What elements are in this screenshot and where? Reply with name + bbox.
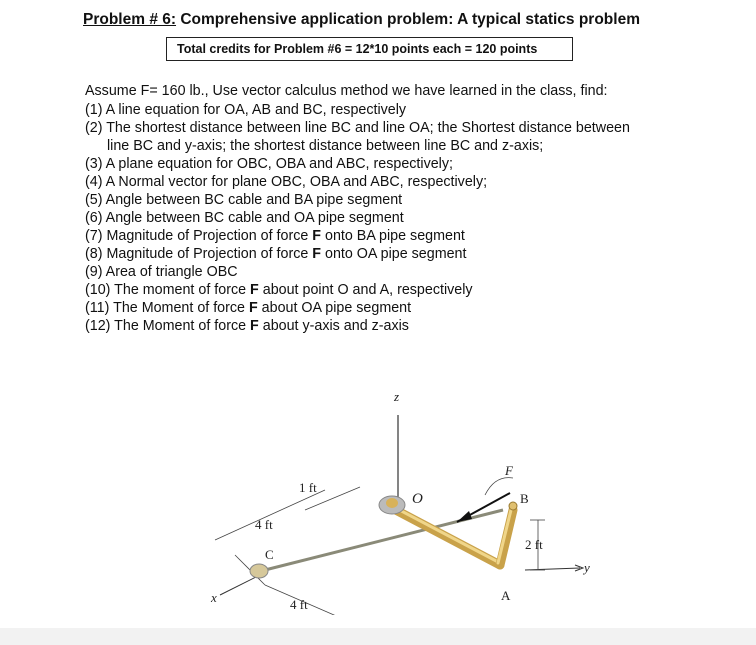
question-item: (7) Magnitude of Projection of force F onto BA pipe segment: [85, 228, 465, 244]
question-list: [85, 101, 630, 335]
pipe-assembly-diagram: [195, 375, 595, 615]
problem-heading: Comprehensive application problem: A typical statics problem: [176, 11, 640, 28]
question-item: (10) The moment of force F about point O and A, respectively: [85, 282, 473, 298]
dimension-4ft-side-label: 4 ft: [255, 517, 273, 532]
point-a-label: A: [501, 588, 511, 603]
question-item: (5) Angle between BC cable and BA pipe segment: [85, 192, 403, 208]
question-item: (8) Magnitude of Projection of force F onto OA pipe segment: [85, 246, 467, 262]
question-item: (12) The Moment of force F about y-axis and z-axis: [85, 318, 409, 334]
z-axis-label: z: [394, 389, 400, 404]
question-item: (4) A Normal vector for plane OBC, OBA and ABC, respectively;: [85, 174, 488, 190]
statics-figure: [195, 375, 595, 615]
point-b-label: B: [520, 491, 529, 506]
question-item: (6) Angle between BC cable and OA pipe segment: [85, 210, 404, 226]
question-item: (11) The Moment of force F about OA pipe segment: [85, 300, 412, 316]
credits-box: Total credits for Problem #6 = 12*10 points each = 120 points: [166, 37, 573, 61]
question-item: (3) A plane equation for OBC, OBA and ABC, respectively;: [85, 156, 453, 172]
x-axis-label: x: [211, 590, 217, 605]
dimension-1ft-label: 1 ft: [299, 480, 317, 495]
problem-number: Problem # 6:: [83, 11, 177, 28]
dimension-4ft-bottom-label: 4 ft: [290, 597, 308, 612]
point-o-label: O: [412, 491, 423, 507]
dim-line-4ft-bottom: [265, 585, 380, 615]
force-label: F: [505, 463, 513, 478]
point-c-label: C: [265, 547, 274, 562]
problem-title: [83, 11, 640, 29]
support-c: [250, 564, 268, 578]
question-item: (9) Area of triangle OBC: [85, 264, 238, 280]
question-item: (2) The shortest distance between line BC and line OA; the Shortest distance between line BC and y-axis; the shortest distance between line BC and z-axis;: [85, 120, 630, 154]
y-axis-label: y: [584, 560, 590, 575]
x-axis-line: [220, 575, 260, 595]
dimension-2ft-label: 2 ft: [525, 537, 543, 552]
question-item: (1) A line equation for OA, AB and BC, respectively: [85, 102, 407, 118]
page-bottom-bar: [0, 628, 756, 645]
question-item-continuation: line BC and y-axis; the shortest distance between line BC and z-axis;: [107, 138, 544, 154]
pipe-ab: [500, 510, 513, 565]
problem-prompt: Assume F= 160 lb., Use vector calculus method we have learned in the class, find:: [85, 83, 608, 99]
